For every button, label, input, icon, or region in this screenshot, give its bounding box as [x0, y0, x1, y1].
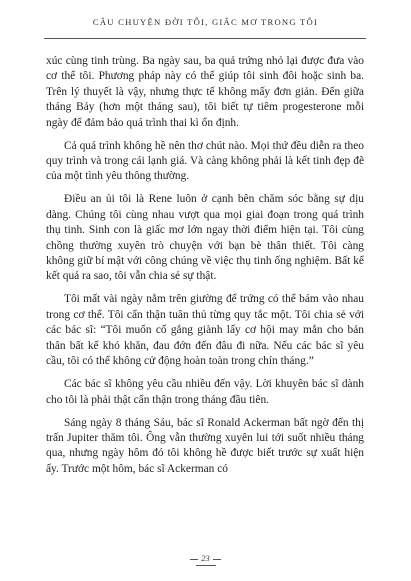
running-header: CÂU CHUYỆN ĐỜI TÔI, GIẤC MƠ TRONG TÔI	[92, 17, 319, 27]
paragraph-5: Các bác sĩ không yêu cầu nhiều đến vậy. Lời khuyên bác sĩ dành cho tôi là phải thật cẩn thận trong tháng đầu tiên.	[46, 378, 364, 406]
paragraph-6: Sáng ngày 8 tháng Sáu, bác sĩ Ronald Ackerman bất ngờ đến thị trấn Jupiter thăm tôi. Ông vẫn thường xuyên lui tới suốt nhiều tháng qua, nhưng ngày hôm đó tôi không hề được biết trước sự xuất hiện ấy. Trước một hôm, bác sĩ Ackerman có	[46, 416, 364, 475]
paragraph-1: xúc cùng tinh trùng. Ba ngày sau, ba quả trứng nhỏ lại được đưa vào cơ thể tôi. Phương pháp này có thể giúp tôi sinh đôi hoặc sinh ba. Trên lý thuyết là vậy, nhưng thực tế không mấy đơn giản. Đến giữa tháng Bảy (hơn một tháng sau), tôi biết tự tiêm progesterone mỗi ngày để đảm bảo quá trình thai kì ổn định.	[46, 55, 364, 129]
folio-dash-right	[213, 559, 221, 560]
page-number: 23	[201, 553, 210, 563]
page-number-ornament	[187, 553, 224, 566]
page-footer	[0, 553, 411, 566]
paragraph-3: Điều an ủi tôi là Rene luôn ở cạnh bên chăm sóc bằng sự dịu dàng. Chúng tôi cùng nhau vượt qua mọi giai đoạn trong quá trình thụ tinh. Sinh con là giấc mơ lớn ngay thời điểm hiện tại. Tôi cùng chồng thường xuyên trò chuyện với bạn bè thân thiết. Tôi càng không giữ bí mật với công chúng về việc thụ tinh ống nghiệm. Bất kể kết quả ra sao, tôi vẫn chia sẻ sự thật.	[46, 193, 364, 283]
paragraph-2: Cả quá trình không hề nên thơ chút nào. Mọi thứ đều diễn ra theo quy trình và trong cái lạnh giá. Và càng không phải là kết tinh đẹp đẽ của một tình yêu thông thường.	[46, 139, 364, 183]
header-rule	[44, 38, 366, 39]
paragraph-4: Tôi mất vài ngày nằm trên giường để trứng có thể bám vào nhau trong cơ thể. Tôi cẩn thận tuân thủ từng quy tắc một. Tôi chia sẻ với các bác sĩ: “Tôi muốn cố gắng giành lấy cơ hội may mắn cho bản thân bất kể khó khăn, đau đớn đến đâu đi nữa. Nếu các bác sĩ yêu cầu, tôi có thể không cử động hoàn toàn trong chín tháng.”	[46, 293, 364, 368]
body-text	[46, 54, 364, 485]
folio-underline	[196, 565, 216, 566]
folio-dash-left	[190, 559, 198, 560]
